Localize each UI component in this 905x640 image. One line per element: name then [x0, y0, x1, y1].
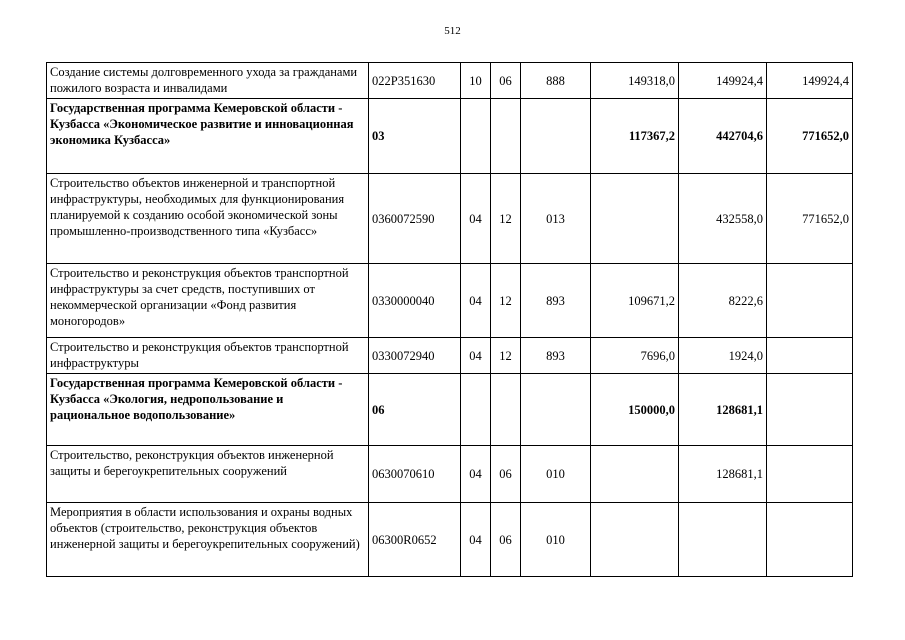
target-code-cell: 0330000040: [369, 264, 461, 338]
expense-type-cell: 893: [521, 264, 591, 338]
expense-type-cell: 893: [521, 338, 591, 374]
table-row: [47, 374, 853, 446]
subsection-cell: 12: [491, 338, 521, 374]
page-number: 512: [444, 25, 461, 37]
year2-amount-cell: 442704,6: [679, 99, 767, 174]
row-name-cell: Создание системы долговременного ухода за гражданами пожилого возраста и инвалидами: [47, 63, 369, 99]
subsection-cell: 12: [491, 174, 521, 264]
row-name-cell: Строительство объектов инженерной и транспортной инфраструктуры, необходимых для функционирования планируемой к созданию особой экономической зоны промышленно-производственного типа «Кузбасс»: [47, 174, 369, 264]
expense-type-cell: 888: [521, 63, 591, 99]
subsection-cell: 06: [491, 503, 521, 577]
year2-amount-cell: 1924,0: [679, 338, 767, 374]
year3-amount-cell: 149924,4: [767, 63, 853, 99]
expense-type-cell: 010: [521, 503, 591, 577]
year3-amount-cell: [767, 374, 853, 446]
year2-amount-cell: 128681,1: [679, 446, 767, 503]
row-name-cell: Строительство, реконструкция объектов инженерной защиты и берегоукрепительных сооружений: [47, 446, 369, 503]
year2-amount-cell: 149924,4: [679, 63, 767, 99]
subsection-cell: [491, 99, 521, 174]
target-code-cell: 0630070610: [369, 446, 461, 503]
target-code-cell: 06: [369, 374, 461, 446]
year3-amount-cell: [767, 264, 853, 338]
year1-amount-cell: [591, 446, 679, 503]
year1-amount-cell: 109671,2: [591, 264, 679, 338]
target-code-cell: 06300R0652: [369, 503, 461, 577]
year1-amount-cell: [591, 503, 679, 577]
subsection-cell: 06: [491, 446, 521, 503]
year2-amount-cell: 128681,1: [679, 374, 767, 446]
table-row: [47, 99, 853, 174]
subsection-cell: 12: [491, 264, 521, 338]
budget-table: [46, 62, 853, 577]
row-name-cell: Государственная программа Кемеровской области - Кузбасса «Экономическое развитие и инновационная экономика Кузбасса»: [47, 99, 369, 174]
section-cell: 04: [461, 446, 491, 503]
target-code-cell: 022P351630: [369, 63, 461, 99]
target-code-cell: 0330072940: [369, 338, 461, 374]
year1-amount-cell: 117367,2: [591, 99, 679, 174]
section-cell: 04: [461, 503, 491, 577]
row-name-cell: Строительство и реконструкция объектов транспортной инфраструктуры: [47, 338, 369, 374]
expense-type-cell: [521, 99, 591, 174]
expense-type-cell: 013: [521, 174, 591, 264]
table-row: [47, 338, 853, 374]
year2-amount-cell: [679, 503, 767, 577]
subsection-cell: [491, 374, 521, 446]
year1-amount-cell: 150000,0: [591, 374, 679, 446]
table-row: [47, 63, 853, 99]
table-row: [47, 264, 853, 338]
target-code-cell: 03: [369, 99, 461, 174]
year3-amount-cell: [767, 503, 853, 577]
year1-amount-cell: 149318,0: [591, 63, 679, 99]
row-name-cell: Строительство и реконструкция объектов транспортной инфраструктуры за счет средств, поступивших от некоммерческой организации «Фонд развития моногородов»: [47, 264, 369, 338]
year3-amount-cell: [767, 446, 853, 503]
table-row: [47, 174, 853, 264]
expense-type-cell: 010: [521, 446, 591, 503]
year3-amount-cell: 771652,0: [767, 174, 853, 264]
section-cell: [461, 374, 491, 446]
row-name-cell: Государственная программа Кемеровской области - Кузбасса «Экология, недропользование и рациональное водопользование»: [47, 374, 369, 446]
subsection-cell: 06: [491, 63, 521, 99]
year2-amount-cell: 432558,0: [679, 174, 767, 264]
expense-type-cell: [521, 374, 591, 446]
section-cell: 10: [461, 63, 491, 99]
table-row: [47, 503, 853, 577]
section-cell: 04: [461, 338, 491, 374]
row-name-cell: Мероприятия в области использования и охраны водных объектов (строительство, реконструкция объектов инженерной защиты и берегоукрепительных сооружений): [47, 503, 369, 577]
target-code-cell: 0360072590: [369, 174, 461, 264]
year3-amount-cell: 771652,0: [767, 99, 853, 174]
year2-amount-cell: 8222,6: [679, 264, 767, 338]
year1-amount-cell: [591, 174, 679, 264]
section-cell: 04: [461, 174, 491, 264]
year1-amount-cell: 7696,0: [591, 338, 679, 374]
section-cell: 04: [461, 264, 491, 338]
year3-amount-cell: [767, 338, 853, 374]
table-row: [47, 446, 853, 503]
section-cell: [461, 99, 491, 174]
